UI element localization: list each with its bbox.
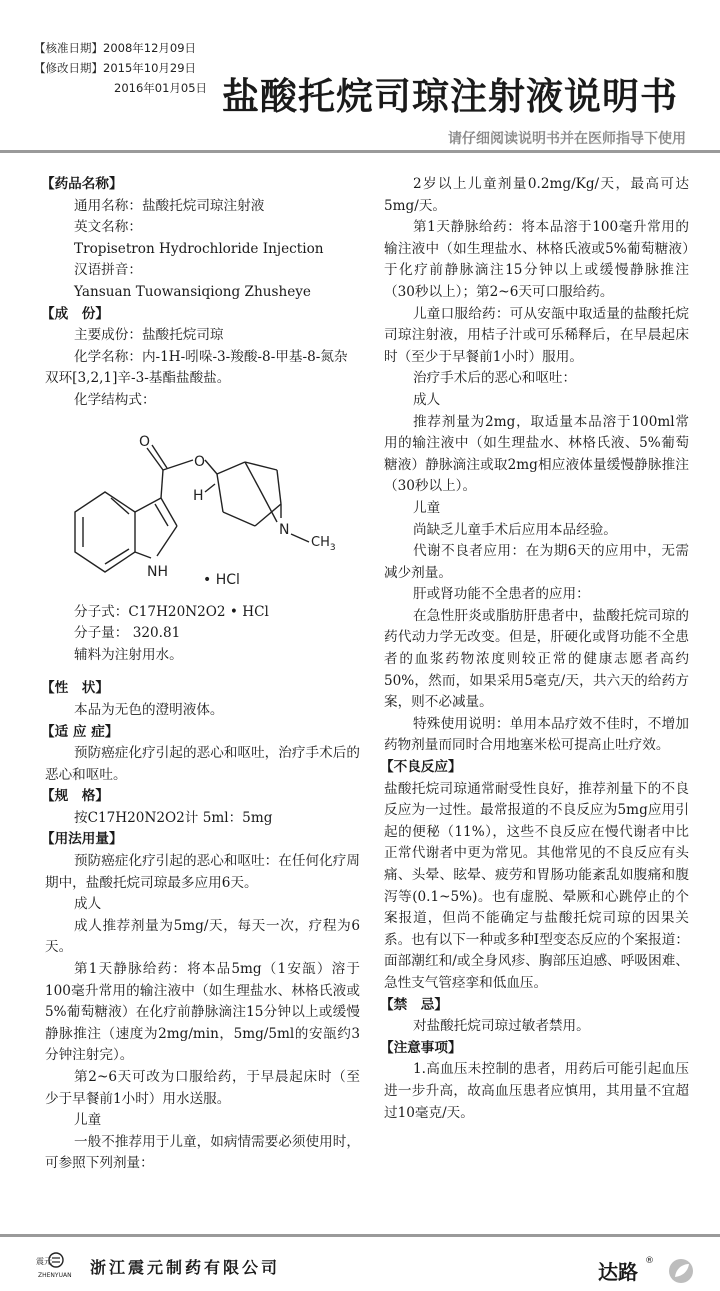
left-column	[41, 174, 360, 1175]
revision-date-2	[34, 78, 207, 98]
logo-subtext: ZHENYUAN	[38, 1272, 72, 1279]
contraindications-text: 对盐酸托烷司琼过敏者禁用。	[413, 1018, 590, 1035]
child-heading: 儿童	[74, 1112, 102, 1129]
date-value: 2008年12月09日	[103, 41, 197, 55]
formula-value: C17H20N2O2 • HCl	[128, 603, 269, 620]
section-heading: 【注意事项】	[380, 1039, 462, 1056]
molecular-weight: 分子量： 320.81	[74, 625, 181, 642]
right-column	[380, 174, 689, 1124]
date-value: 2015年10月29日	[103, 61, 197, 75]
formula-label: 分子式：	[74, 603, 129, 620]
company-name: 浙江震元制药有限公司	[90, 1258, 281, 1277]
english-name-label: 英文名称：	[74, 219, 142, 236]
logo-text: 震元	[36, 1257, 52, 1266]
document-title: 盐酸托烷司琼注射液说明书	[222, 75, 678, 118]
chemical-name: 化学名称：内-1H-吲哚-3-羧酸-8-甲基-8-氮杂双环[3,2,1]辛-3-基酯盐酸盐。	[45, 348, 348, 387]
section-heading: 【药品名称】	[41, 176, 123, 192]
postop-adult-text: 推荐剂量为2mg，取适量本品溶于100ml常用的输注液中（如生理盐水、林格氏液、5%葡萄糖液）静脉滴注或取2mg相应液体量缓慢静脉推注（30秒以上）。	[384, 413, 689, 495]
adult-dose-text: 成人推荐剂量为5mg/天，每天一次，疗程为6天。	[45, 917, 360, 956]
hcl-label: • HCl	[203, 571, 240, 588]
approval-dates	[34, 38, 207, 98]
adult-heading: 成人	[74, 896, 102, 913]
usage-text: 预防癌症化疗引起的恶心和呕吐：在任何化疗周期中，盐酸托烷司琼最多应用6天。	[45, 853, 360, 891]
registered-mark: ®	[645, 1256, 654, 1266]
pinyin-label: 汉语拼音：	[74, 262, 142, 279]
hepatic-renal-text: 在急性肝炎或脂肪肝患者中，盐酸托烷司琼的药代动力学无改变。但是，肝硬化或肾功能不全患者的血浆药物浓度则较正常的健康志愿者高约50%，然而，如果采用5毫克/天，共六天的给药方案，则不必减量。	[384, 607, 689, 711]
header-divider	[0, 150, 720, 153]
adverse-reactions-text: 盐酸托烷司琼通常耐受性良好，推荐剂量下的不良反应为一过性。最常报道的不良反应为5mg应用引起的便秘（11%），这些不良反应在慢代谢者中比正常代谢者中更为常见。其他常见的不良反应有头痛、头晕、眩晕、疲劳和胃肠功能紊乱如腹痛和腹泻等(0.1~5%)。也有虚脱、晕厥和心跳停止的个案报道，但尚不能确定与盐酸托烷司琼的因果关系。也有以下一种或多种I型变态反应的个案报道：面部潮红和/或全身风疹、胸部压迫感、呼吸困难、急性支气管痉挛和低血压。	[384, 780, 689, 991]
excipient: 辅料为注射用水。	[74, 646, 183, 663]
day1-dose-text: 第1天静脉给药：将本品5mg（1安瓿）溶于100毫升常用的输注液中（如生理盐水、林格氏液或5%葡萄糖液）在化疗前静脉滴注15分钟以上或缓慢静脉推注（速度为2mg/min，5mg/5ml的安瓿约3分钟注射完）。	[45, 961, 360, 1064]
child-heading: 儿童	[413, 499, 441, 516]
hydrogen-label: H	[193, 487, 204, 504]
section-heading: 【适 应 症】	[41, 723, 119, 740]
section-heading: 【性 状】	[41, 680, 109, 697]
molecular-formula	[45, 602, 360, 624]
methyl-label	[311, 535, 336, 553]
methyl-subscript: 3	[329, 542, 336, 553]
section-heading: 【成 份】	[41, 305, 109, 322]
section-heading: 【不良反应】	[380, 759, 462, 776]
chemical-structure	[45, 414, 360, 602]
postop-child-text: 尚缺乏儿童手术后应用本品经验。	[413, 521, 617, 538]
oxygen-label: O	[194, 453, 206, 470]
document-subtitle: 请仔细阅读说明书并在医师指导下使用	[448, 131, 686, 147]
oxygen-label: O	[139, 433, 151, 450]
company-logo	[34, 1248, 78, 1280]
child-iv-text: 第1天静脉给药：将本品溶于100毫升常用的输注液中（如生理盐水、林格氏液或5%葡萄糖液）于化疗前静脉滴注15分钟以上或缓慢静脉推注（30秒以上）；第2~6天可口服给药。	[384, 219, 689, 300]
hepatic-renal-heading: 肝或肾功能不全患者的应用：	[413, 586, 590, 603]
zhenyuan-logo-icon	[34, 1248, 78, 1280]
day2-dose-text: 第2~6天可改为口服给药，于早晨起床时（至少于早餐前1小时）用水送服。	[45, 1069, 360, 1107]
poor-metabolizer-text: 代谢不良者应用：在为期6天的应用中，无需减少剂量。	[384, 543, 689, 581]
postop-heading: 治疗手术后的恶心和呕吐：	[413, 370, 577, 387]
methyl-text: CH	[311, 534, 330, 550]
section-heading: 【禁 忌】	[380, 996, 448, 1013]
properties-text: 本品为无色的澄明液体。	[74, 701, 224, 718]
structure-label: 化学结构式：	[74, 391, 156, 408]
child-oral-text: 儿童口服给药：可从安瓿中取适量的盐酸托烷司琼注射液，用桔子汁或可乐稀释后，在早晨起床时（至少于早餐前1小时）服用。	[384, 305, 689, 365]
indications-text: 预防癌症化疗引起的恶心和呕吐，治疗手术后的恶心和呕吐。	[45, 745, 360, 783]
footer-divider	[0, 1234, 720, 1237]
generic-name: 通用名称：盐酸托烷司琼注射液	[74, 197, 265, 214]
nitrogen-label: N	[279, 521, 290, 538]
chemical-structure-diagram	[55, 414, 355, 602]
child-dose-detail: 2岁以上儿童剂量0.2mg/Kg/天，最高可达5mg/天。	[384, 176, 689, 214]
pinyin-name: Yansuan Tuowansiqiong Zhusheye	[74, 283, 311, 300]
section-heading: 【用法用量】	[41, 831, 123, 848]
nh-label: NH	[147, 563, 168, 580]
special-use-text: 特殊使用说明：单用本品疗效不佳时，不增加药物剂量而同时合用地塞米松可提高止吐疗效。	[384, 715, 689, 754]
leaf-icon	[666, 1258, 696, 1284]
child-dose-text: 一般不推荐用于儿童，如病情需要必须使用时，可参照下列剂量：	[45, 1133, 360, 1172]
date-label: 【修改日期】	[34, 61, 103, 75]
specification-text: 按C17H20N2O2计 5ml：5mg	[74, 809, 273, 826]
main-component: 主要成份：盐酸托烷司琼	[74, 327, 224, 344]
precautions-text: 1.高血压未控制的患者，用药后可能引起血压进一步升高，故高血压患者应慎用，其用量不宜超过10毫克/天。	[384, 1061, 689, 1121]
approval-date	[34, 38, 207, 58]
date-label: 【核准日期】	[34, 41, 103, 55]
date-value: 2016年01月05日	[114, 81, 208, 95]
brand-logo: 达路	[598, 1260, 638, 1284]
adult-heading: 成人	[413, 391, 441, 408]
revision-date	[34, 58, 207, 78]
english-name: Tropisetron Hydrochloride Injection	[74, 240, 324, 257]
section-heading: 【规 格】	[41, 788, 109, 805]
